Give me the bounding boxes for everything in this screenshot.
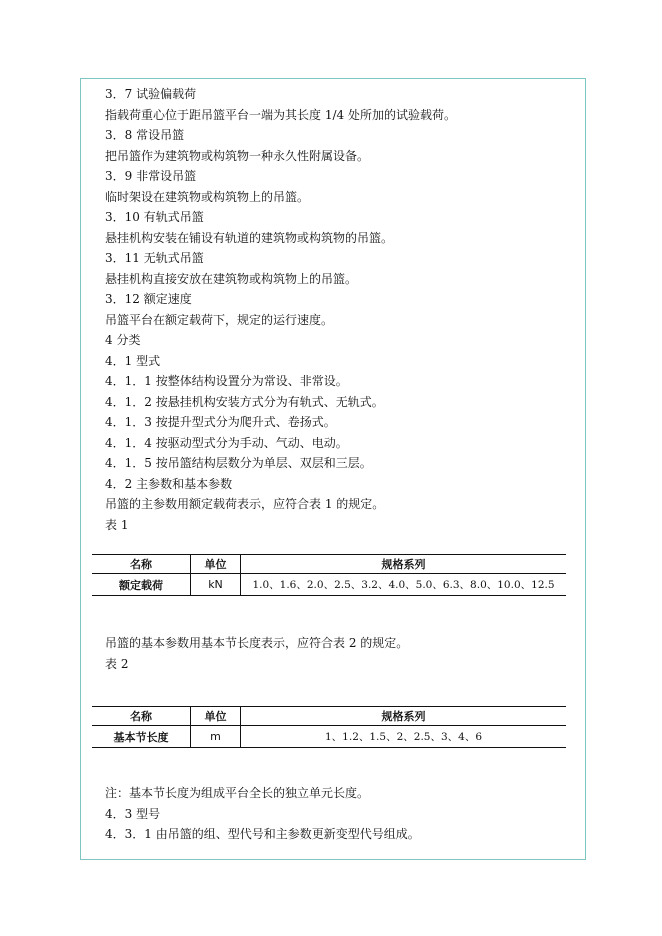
cell-spec: 1、1.2、1.5、2、2.5、3、4、6 [241,726,567,748]
text-line: 指载荷重心位于距吊篮平台一端为其长度 1/4 处所加的试验载荷。 [105,107,456,122]
text-line: 表 1 [105,517,129,532]
header-spec: 规格系列 [241,707,567,726]
cell-name: 基本节长度 [92,726,191,748]
text-line: 4．2 主参数和基本参数 [105,476,233,491]
text-line: 吊篮平台在额定载荷下，规定的运行速度。 [105,312,334,327]
table-header-row [92,555,566,574]
text-line: 4．3．1 由吊篮的组、型代号和主参数更新变型代号组成。 [105,827,420,841]
header-spec: 规格系列 [241,555,567,574]
table-2 [92,706,566,748]
text-block-mid [105,633,575,674]
text-line: 3．12 额定速度 [105,292,192,306]
text-line: 4 分类 [105,333,141,347]
cell-name: 额定载荷 [92,574,191,596]
header-unit: 单位 [191,707,241,726]
text-line: 4．1 型式 [105,353,161,368]
text-line: 临时架设在建筑物或构筑物上的吊篮。 [105,189,310,204]
text-line: 4．1．3 按提升型式分为爬升式、卷扬式。 [105,415,336,429]
text-line: 4．1．5 按吊篮结构层数分为单层、双层和三层。 [105,456,372,470]
text-line: 4．3 型号 [105,806,161,821]
text-line: 注：基本节长度为组成平台全长的独立单元长度。 [105,786,370,800]
text-line: 3．11 无轨式吊篮 [105,251,204,265]
text-line: 3．7 试验偏载荷 [105,87,197,101]
text-line: 4．1．2 按悬挂机构安装方式分为有轨式、无轨式。 [105,394,384,409]
cell-unit: m [191,726,241,748]
header-name: 名称 [92,707,191,726]
text-line: 吊篮的基本参数用基本节长度表示，应符合表 2 的规定。 [105,636,409,650]
text-line: 3．10 有轨式吊篮 [105,210,204,224]
text-line: 4．1．4 按驱动型式分为手动、气动、电动。 [105,435,348,450]
table-1 [92,554,566,596]
text-block-top [105,84,575,535]
text-block-bottom [105,783,575,845]
text-line: 3．9 非常设吊篮 [105,169,197,183]
text-line: 悬挂机构安装在铺设有轨道的建筑物或构筑物的吊篮。 [105,230,394,245]
text-line: 吊篮的主参数用额定载荷表示，应符合表 1 的规定。 [105,497,385,511]
header-unit: 单位 [191,555,241,574]
table-row [92,574,566,596]
text-line: 表 2 [105,656,129,671]
cell-unit: kN [191,574,241,596]
text-line: 4．1．1 按整体结构设置分为常设、非常设。 [105,374,348,388]
table-row [92,726,566,748]
text-line: 3．8 常设吊篮 [105,128,185,142]
text-line: 悬挂机构直接安放在建筑物或构筑物上的吊篮。 [105,271,358,286]
cell-spec: 1.0、1.6、2.0、2.5、3.2、4.0、5.0、6.3、8.0、10.0、12.5 [241,574,567,596]
text-line: 把吊篮作为建筑物或构筑物一种永久性附属设备。 [105,148,370,163]
table-header-row [92,707,566,726]
header-name: 名称 [92,555,191,574]
